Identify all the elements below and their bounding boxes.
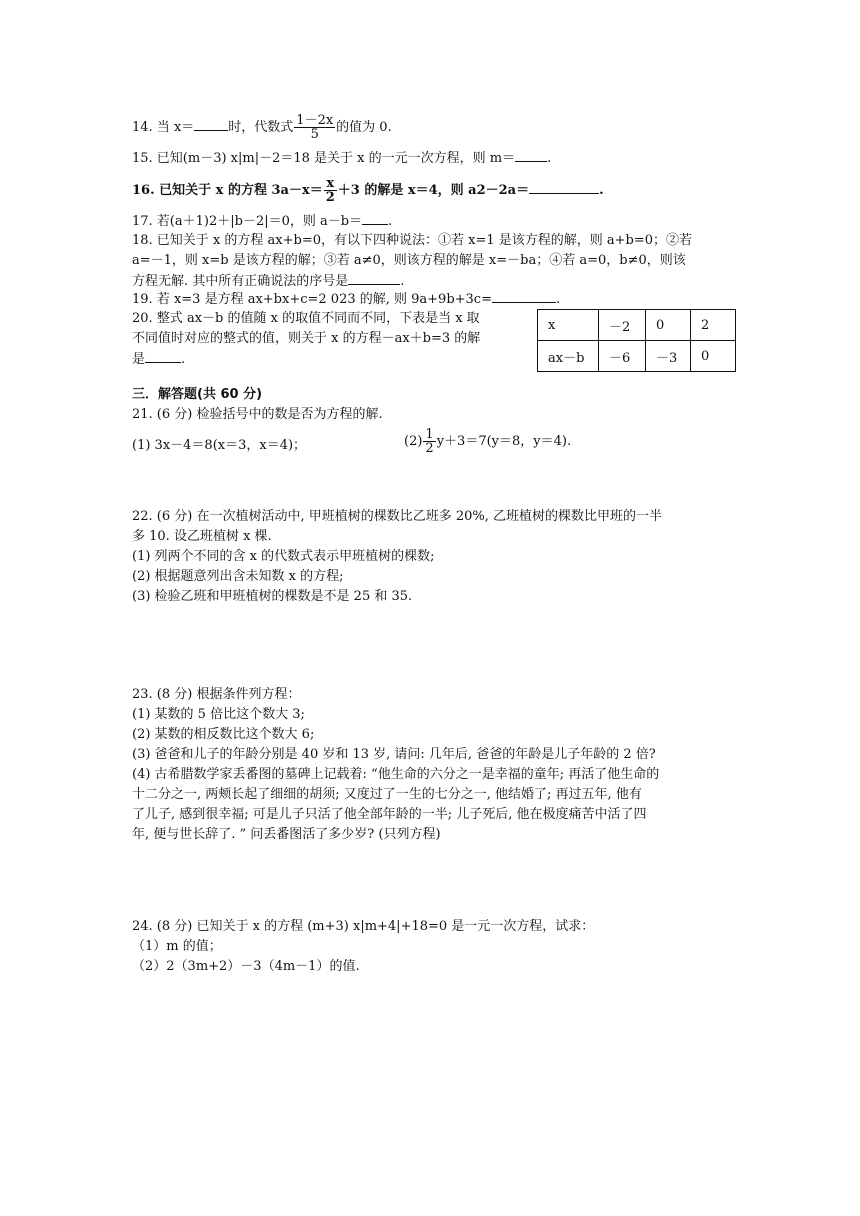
- answer-blank: [362, 212, 388, 225]
- question-17: 17. 若(a＋1)2＋|b－2|＝0，则 a－b＝ .: [132, 214, 393, 229]
- answer-blank: [145, 350, 181, 363]
- answer-blank: [515, 149, 547, 162]
- answer-blank: [348, 272, 400, 285]
- question-24-line-1: 24. (8 分) 已知关于 x 的方程 (m+3) x|m+4|+18=0 是一元一次方程，试求：: [132, 919, 595, 934]
- question-21-title: 21. (6 分) 检验括号中的数是否为方程的解.: [132, 407, 383, 422]
- question-23-line-6: 十二分之一, 两颊长起了细细的胡须; 又度过了一生的七分之一, 他结婚了; 再过五年, 他有: [132, 787, 642, 802]
- fraction: $\frac{1-2x}{5}$: [296, 113, 334, 142]
- answer-blank: [529, 181, 599, 194]
- question-23-line-1: 23. (8 分) 根据条件列方程：: [132, 687, 301, 702]
- question-23-line-2: (1) 某数的 5 倍比这个数大 3;: [132, 707, 305, 722]
- question-22-line-5: (3) 检验乙班和甲班植树的棵数是不是 25 和 35.: [132, 589, 413, 604]
- question-18-line-1: 18. 已知关于 x 的方程 ax+b=0，有以下四种说法：①若 x=1 是该方程的解，则 a+b=0；②若: [132, 233, 693, 248]
- question-23-line-7: 了儿子, 感到很幸福; 可是儿子只活了他全部年龄的一半; 儿子死后, 他在极度痛苦中活了四: [132, 807, 647, 822]
- question-23-line-8: 年, 便与世长辞了. ” 问丢番图活了多少岁? (只列方程): [132, 827, 441, 842]
- value-table: [537, 309, 736, 372]
- answer-blank: [194, 118, 228, 131]
- question-22-line-4: (2) 根据题意列出含未知数 x 的方程;: [132, 569, 344, 584]
- question-19: 19. 若 x=3 是方程 ax+bx+c=2 023 的解, 则 9a+9b+3c= .: [132, 292, 561, 307]
- question-18-line-2: a=－1，则 x=b 是该方程的解；③若 a≠0，则该方程的解是 x=－ba；④若 a=0，b≠0，则该: [132, 253, 686, 268]
- question-21-part-2: (2) $\frac{1}{2}$ y＋3＝7(y＝8，y＝4).: [404, 427, 572, 456]
- section-heading: 三．解答题(共 60 分): [132, 387, 263, 402]
- question-15: 15. 已知(m－3) x|m|－2＝18 是关于 x 的一元一次方程，则 m＝ .: [132, 151, 552, 166]
- table-row: x －2 0 2: [538, 310, 736, 341]
- question-20-line-3: 是 .: [132, 352, 186, 367]
- answer-blank: [492, 290, 556, 303]
- question-23-line-5: (4) 古希腊数学家丢番图的墓碑上记载着: “他生命的六分之一是幸福的童年; 再活了他生命的: [132, 767, 660, 782]
- question-23-line-4: (3) 爸爸和儿子的年龄分别是 40 岁和 13 岁, 请问: 几年后, 爸爸的年龄是儿子年龄的 2 倍?: [132, 747, 656, 762]
- question-14: 14. 当 x＝ 时，代数式 $\frac{1-2x}{5}$ 的值为 0.: [132, 113, 392, 142]
- fraction: $\frac{1}{2}$: [425, 427, 434, 456]
- question-20-line-2: 不同值时对应的整式的值，则关于 x 的方程－ax＋b=3 的解: [132, 331, 481, 346]
- question-22-line-3: (1) 列两个不同的含 x 的代数式表示甲班植树的棵数;: [132, 549, 435, 564]
- question-24-line-3: （2）2（3m+2）－3（4m－1）的值.: [132, 959, 360, 974]
- question-24-line-2: （1）m 的值；: [132, 939, 222, 954]
- question-16: 16. 已知关于 x 的方程 3a－x＝ $\frac{x}{2}$ ＋3 的解是 x＝4，则 a2－2a＝ .: [132, 176, 604, 205]
- question-18-line-3: 方程无解. 其中所有正确说法的序号是 .: [132, 274, 405, 289]
- fraction: $\frac{x}{2}$: [325, 176, 335, 205]
- question-22-line-2: 多 10. 设乙班植树 x 棵.: [132, 529, 272, 544]
- question-23-line-3: (2) 某数的相反数比这个数大 6;: [132, 727, 315, 742]
- question-20-line-1: 20. 整式 ax－b 的值随 x 的取值不同而不同，下表是当 x 取: [132, 311, 480, 326]
- question-21-part-1: (1) 3x－4＝8(x＝3，x＝4)；: [132, 438, 307, 453]
- question-22-line-1: 22. (6 分) 在一次植树活动中, 甲班植树的棵数比乙班多 20%, 乙班植树的棵数比甲班的一半: [132, 509, 663, 524]
- table-row: ax－b －6 －3 0: [538, 341, 736, 372]
